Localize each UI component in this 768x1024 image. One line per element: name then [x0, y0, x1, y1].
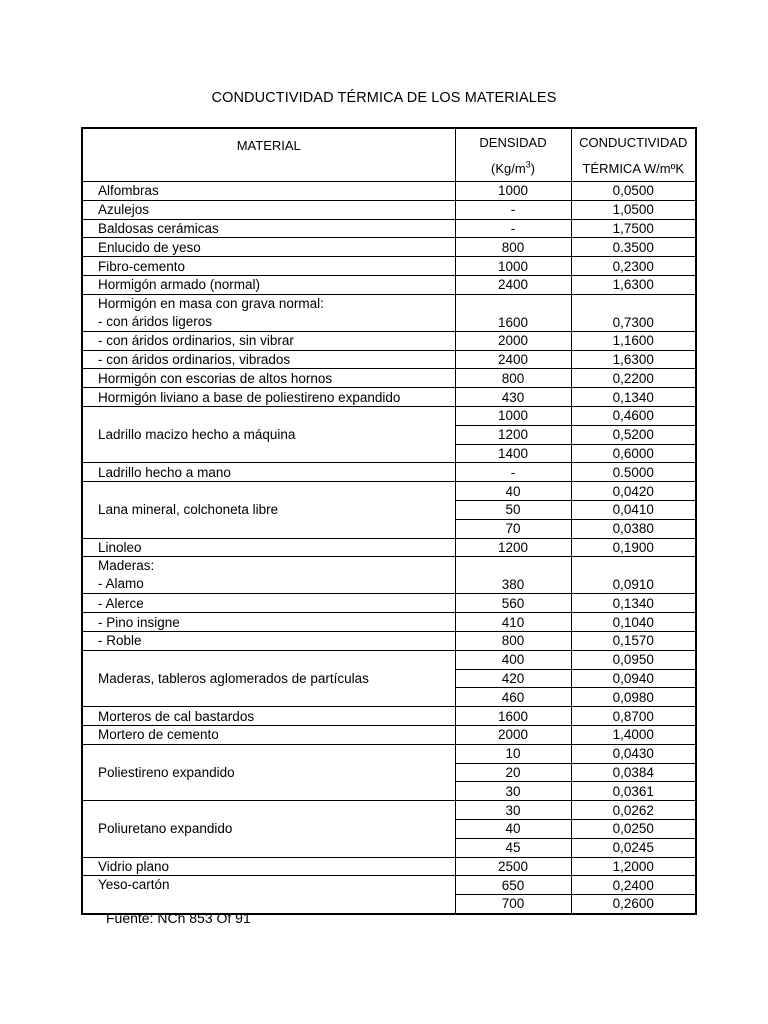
table-row [82, 406, 696, 425]
material-sub-label: - con áridos ligeros [98, 313, 213, 329]
material-cell: Linoleo [82, 538, 455, 557]
table-row [82, 725, 696, 744]
material-cell: Ladrillo macizo hecho a máquina [82, 406, 455, 462]
conductivity-cell: 0,1570 [571, 631, 696, 650]
density-cell: 40 [455, 482, 571, 501]
material-cell: Yeso-cartón [82, 876, 455, 914]
conductivity-cell: 0,1340 [571, 594, 696, 613]
density-cell: 420 [455, 669, 571, 688]
material-group-label: Maderas: [98, 558, 155, 574]
table-body [82, 182, 696, 914]
table-row [82, 369, 696, 388]
source-note: Fuente: NCh 853 Of 91 [106, 910, 251, 926]
table-row [82, 294, 696, 331]
conductivity-cell: 0,7300 [571, 294, 696, 331]
material-cell: Poliuretano expandido [82, 801, 455, 857]
density-cell: 20 [455, 763, 571, 782]
material-cell [82, 557, 455, 594]
density-cell: 1000 [455, 257, 571, 276]
conductivity-cell: 0,1040 [571, 613, 696, 632]
density-cell: 1000 [455, 406, 571, 425]
material-group-label: Hormigón en masa con grava normal: [98, 295, 324, 311]
density-cell: - [455, 219, 571, 238]
density-cell: 2000 [455, 331, 571, 350]
conductivity-cell: 0,0950 [571, 650, 696, 669]
table-row [82, 557, 696, 594]
density-cell: 800 [455, 631, 571, 650]
density-cell: 30 [455, 801, 571, 820]
material-cell: - Pino insigne [82, 613, 455, 632]
conductivity-cell: 0,4600 [571, 406, 696, 425]
table-row [82, 876, 696, 895]
density-cell: 560 [455, 594, 571, 613]
material-cell [82, 294, 455, 331]
density-cell: 1400 [455, 444, 571, 463]
conductivity-cell: 0.5000 [571, 463, 696, 482]
density-cell: - [455, 463, 571, 482]
conductivity-cell: 0,0384 [571, 763, 696, 782]
conductivity-cell: 1,6300 [571, 350, 696, 369]
material-cell: Maderas, tableros aglomerados de partículas [82, 650, 455, 706]
density-cell: 50 [455, 500, 571, 519]
conductivity-cell: 0,2400 [571, 876, 696, 895]
header-conductivity: CONDUCTIVIDAD [571, 128, 696, 155]
conductivity-cell: 0,0410 [571, 500, 696, 519]
density-cell: 40 [455, 819, 571, 838]
material-cell: Hormigón con escorias de altos hornos [82, 369, 455, 388]
material-cell: Hormigón liviano a base de poliestireno expandido [82, 388, 455, 407]
material-cell: - con áridos ordinarios, vibrados [82, 350, 455, 369]
header-material: MATERIAL [82, 128, 455, 182]
table-row [82, 707, 696, 726]
header-conductivity-unit: TÉRMICA W/mºK [571, 155, 696, 182]
material-cell: Morteros de cal bastardos [82, 707, 455, 726]
material-cell: Vidrio plano [82, 857, 455, 876]
conductivity-cell: 0,0500 [571, 182, 696, 201]
conductivity-cell: 0,2600 [571, 895, 696, 914]
table-row [82, 219, 696, 238]
table-row [82, 613, 696, 632]
conductivity-cell: 1,7500 [571, 219, 696, 238]
table-row [82, 275, 696, 294]
table-row [82, 857, 696, 876]
conductivity-cell: 0,0430 [571, 744, 696, 763]
material-cell: - Alerce [82, 594, 455, 613]
density-cell: 700 [455, 895, 571, 914]
conductivity-cell: 1,2000 [571, 857, 696, 876]
density-cell: 45 [455, 838, 571, 857]
conductivity-cell: 1,4000 [571, 725, 696, 744]
material-cell: Azulejos [82, 200, 455, 219]
density-cell: 2500 [455, 857, 571, 876]
material-cell: Alfombras [82, 182, 455, 201]
density-cell: 800 [455, 238, 571, 257]
conductivity-table [81, 127, 697, 915]
conductivity-cell: 0,0380 [571, 519, 696, 538]
density-cell: 410 [455, 613, 571, 632]
density-cell: 1600 [455, 294, 571, 331]
density-cell: 650 [455, 876, 571, 895]
density-cell: - [455, 200, 571, 219]
table-row [82, 538, 696, 557]
header-density: DENSIDAD [455, 128, 571, 155]
density-cell: 30 [455, 782, 571, 801]
density-cell: 1200 [455, 425, 571, 444]
material-cell: - con áridos ordinarios, sin vibrar [82, 331, 455, 350]
conductivity-cell: 0,2200 [571, 369, 696, 388]
table-row [82, 650, 696, 669]
material-cell: Poliestireno expandido [82, 744, 455, 800]
density-cell: 1000 [455, 182, 571, 201]
conductivity-cell: 0,1340 [571, 388, 696, 407]
conductivity-cell: 1,0500 [571, 200, 696, 219]
table-row [82, 238, 696, 257]
conductivity-cell: 0.3500 [571, 238, 696, 257]
table-row [82, 350, 696, 369]
density-cell: 2000 [455, 725, 571, 744]
conductivity-cell: 1,1600 [571, 331, 696, 350]
density-cell: 400 [455, 650, 571, 669]
conductivity-cell: 0,0910 [571, 557, 696, 594]
table-row [82, 331, 696, 350]
conductivity-cell: 0,0361 [571, 782, 696, 801]
material-cell: Baldosas cerámicas [82, 219, 455, 238]
table-row [82, 182, 696, 201]
table-row [82, 463, 696, 482]
conductivity-cell: 0,0980 [571, 688, 696, 707]
conductivity-cell: 0,0250 [571, 819, 696, 838]
table-row [82, 801, 696, 820]
density-cell: 2400 [455, 275, 571, 294]
conductivity-cell: 0,0245 [571, 838, 696, 857]
conductivity-cell: 0,1900 [571, 538, 696, 557]
density-cell: 460 [455, 688, 571, 707]
table-row [82, 594, 696, 613]
conductivity-cell: 0,0262 [571, 801, 696, 820]
conductivity-cell: 0,0420 [571, 482, 696, 501]
material-cell: - Roble [82, 631, 455, 650]
material-cell: Enlucido de yeso [82, 238, 455, 257]
density-cell: 10 [455, 744, 571, 763]
table-row [82, 257, 696, 276]
table-row [82, 200, 696, 219]
density-cell: 2400 [455, 350, 571, 369]
conductivity-cell: 0,8700 [571, 707, 696, 726]
material-sub-label: - Alamo [98, 576, 144, 592]
material-cell: Mortero de cemento [82, 725, 455, 744]
table-row [82, 482, 696, 501]
page-title: CONDUCTIVIDAD TÉRMICA DE LOS MATERIALES [211, 90, 557, 106]
conductivity-cell: 0,6000 [571, 444, 696, 463]
material-cell: Fibro-cemento [82, 257, 455, 276]
density-cell: 1600 [455, 707, 571, 726]
table-row [82, 744, 696, 763]
material-cell: Ladrillo hecho a mano [82, 463, 455, 482]
conductivity-cell: 0,5200 [571, 425, 696, 444]
material-cell: Lana mineral, colchoneta libre [82, 482, 455, 538]
conductivity-cell: 0,2300 [571, 257, 696, 276]
density-cell: 1200 [455, 538, 571, 557]
conductivity-cell: 0,0940 [571, 669, 696, 688]
table-row [82, 631, 696, 650]
density-cell: 800 [455, 369, 571, 388]
table-row [82, 388, 696, 407]
material-cell: Hormigón armado (normal) [82, 275, 455, 294]
density-cell: 380 [455, 557, 571, 594]
header-density-unit: $(Kg/m^3)$ [455, 155, 571, 182]
density-cell: 70 [455, 519, 571, 538]
density-cell: 430 [455, 388, 571, 407]
conductivity-cell: 1,6300 [571, 275, 696, 294]
